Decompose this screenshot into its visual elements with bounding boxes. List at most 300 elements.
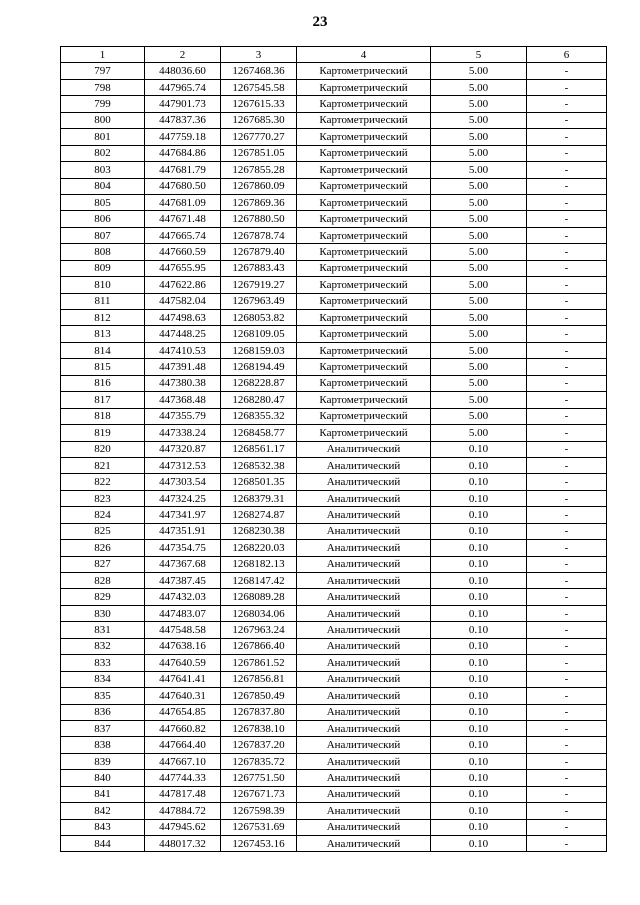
y-coordinate-cell: 1268532.38 — [221, 457, 297, 473]
note-cell: - — [527, 589, 607, 605]
note-cell: - — [527, 803, 607, 819]
accuracy-cell: 0.10 — [431, 638, 527, 654]
table-row — [61, 129, 607, 145]
accuracy-cell: 5.00 — [431, 244, 527, 260]
note-cell: - — [527, 490, 607, 506]
x-coordinate-cell: 447355.79 — [145, 408, 221, 424]
method-cell: Аналитический — [297, 737, 431, 753]
method-cell: Картометрический — [297, 277, 431, 293]
point-number-cell: 837 — [61, 720, 145, 736]
x-coordinate-cell: 447744.33 — [145, 770, 221, 786]
note-cell: - — [527, 425, 607, 441]
note-cell: - — [527, 819, 607, 835]
table-row — [61, 638, 607, 654]
x-coordinate-cell: 447354.75 — [145, 540, 221, 556]
header-cell: 4 — [297, 47, 431, 63]
x-coordinate-cell: 447341.97 — [145, 507, 221, 523]
note-cell: - — [527, 342, 607, 358]
table-row — [61, 457, 607, 473]
accuracy-cell: 0.10 — [431, 457, 527, 473]
method-cell: Картометрический — [297, 342, 431, 358]
note-cell: - — [527, 753, 607, 769]
x-coordinate-cell: 447638.16 — [145, 638, 221, 654]
point-number-cell: 828 — [61, 573, 145, 589]
method-cell: Картометрический — [297, 408, 431, 424]
x-coordinate-cell: 447303.54 — [145, 474, 221, 490]
y-coordinate-cell: 1268228.87 — [221, 375, 297, 391]
x-coordinate-cell: 447432.03 — [145, 589, 221, 605]
note-cell: - — [527, 523, 607, 539]
point-number-cell: 805 — [61, 194, 145, 210]
point-number-cell: 838 — [61, 737, 145, 753]
accuracy-cell: 5.00 — [431, 162, 527, 178]
note-cell: - — [527, 786, 607, 802]
note-cell: - — [527, 359, 607, 375]
x-coordinate-cell: 447391.48 — [145, 359, 221, 375]
accuracy-cell: 5.00 — [431, 392, 527, 408]
method-cell: Картометрический — [297, 194, 431, 210]
note-cell: - — [527, 162, 607, 178]
table-row — [61, 244, 607, 260]
accuracy-cell: 5.00 — [431, 310, 527, 326]
accuracy-cell: 5.00 — [431, 425, 527, 441]
accuracy-cell: 0.10 — [431, 523, 527, 539]
x-coordinate-cell: 447622.86 — [145, 277, 221, 293]
note-cell: - — [527, 244, 607, 260]
method-cell: Аналитический — [297, 720, 431, 736]
y-coordinate-cell: 1267453.16 — [221, 836, 297, 852]
y-coordinate-cell: 1267838.10 — [221, 720, 297, 736]
x-coordinate-cell: 447368.48 — [145, 392, 221, 408]
x-coordinate-cell: 447884.72 — [145, 803, 221, 819]
method-cell: Картометрический — [297, 129, 431, 145]
y-coordinate-cell: 1267861.52 — [221, 655, 297, 671]
point-number-cell: 797 — [61, 63, 145, 79]
accuracy-cell: 5.00 — [431, 260, 527, 276]
y-coordinate-cell: 1268147.42 — [221, 573, 297, 589]
y-coordinate-cell: 1267856.81 — [221, 671, 297, 687]
method-cell: Картометрический — [297, 375, 431, 391]
table-row — [61, 392, 607, 408]
y-coordinate-cell: 1267850.49 — [221, 688, 297, 704]
x-coordinate-cell: 447367.68 — [145, 556, 221, 572]
note-cell: - — [527, 622, 607, 638]
point-number-cell: 824 — [61, 507, 145, 523]
note-cell: - — [527, 194, 607, 210]
accuracy-cell: 5.00 — [431, 194, 527, 210]
y-coordinate-cell: 1268274.87 — [221, 507, 297, 523]
point-number-cell: 807 — [61, 227, 145, 243]
x-coordinate-cell: 447312.53 — [145, 457, 221, 473]
point-number-cell: 836 — [61, 704, 145, 720]
point-number-cell: 801 — [61, 129, 145, 145]
point-number-cell: 808 — [61, 244, 145, 260]
y-coordinate-cell: 1267855.28 — [221, 162, 297, 178]
accuracy-cell: 0.10 — [431, 622, 527, 638]
point-number-cell: 821 — [61, 457, 145, 473]
point-number-cell: 820 — [61, 441, 145, 457]
note-cell: - — [527, 671, 607, 687]
x-coordinate-cell: 447338.24 — [145, 425, 221, 441]
x-coordinate-cell: 447640.59 — [145, 655, 221, 671]
accuracy-cell: 5.00 — [431, 145, 527, 161]
y-coordinate-cell: 1267919.27 — [221, 277, 297, 293]
point-number-cell: 806 — [61, 211, 145, 227]
table-row — [61, 573, 607, 589]
note-cell: - — [527, 326, 607, 342]
method-cell: Аналитический — [297, 671, 431, 687]
x-coordinate-cell: 447681.09 — [145, 194, 221, 210]
x-coordinate-cell: 447660.59 — [145, 244, 221, 260]
x-coordinate-cell: 447901.73 — [145, 96, 221, 112]
point-number-cell: 810 — [61, 277, 145, 293]
accuracy-cell: 5.00 — [431, 129, 527, 145]
y-coordinate-cell: 1268458.77 — [221, 425, 297, 441]
point-number-cell: 827 — [61, 556, 145, 572]
x-coordinate-cell: 448017.32 — [145, 836, 221, 852]
point-number-cell: 814 — [61, 342, 145, 358]
point-number-cell: 825 — [61, 523, 145, 539]
table-row — [61, 310, 607, 326]
accuracy-cell: 5.00 — [431, 178, 527, 194]
y-coordinate-cell: 1267837.80 — [221, 704, 297, 720]
accuracy-cell: 0.10 — [431, 753, 527, 769]
note-cell: - — [527, 112, 607, 128]
header-cell: 3 — [221, 47, 297, 63]
method-cell: Аналитический — [297, 638, 431, 654]
note-cell: - — [527, 392, 607, 408]
x-coordinate-cell: 447448.25 — [145, 326, 221, 342]
table-row — [61, 408, 607, 424]
note-cell: - — [527, 227, 607, 243]
note-cell: - — [527, 441, 607, 457]
method-cell: Аналитический — [297, 523, 431, 539]
table-row — [61, 342, 607, 358]
method-cell: Картометрический — [297, 425, 431, 441]
method-cell: Картометрический — [297, 260, 431, 276]
note-cell: - — [527, 260, 607, 276]
method-cell: Аналитический — [297, 490, 431, 506]
table-row — [61, 507, 607, 523]
point-number-cell: 809 — [61, 260, 145, 276]
y-coordinate-cell: 1267770.27 — [221, 129, 297, 145]
note-cell: - — [527, 145, 607, 161]
x-coordinate-cell: 447582.04 — [145, 293, 221, 309]
table-row — [61, 277, 607, 293]
table-row — [61, 260, 607, 276]
accuracy-cell: 0.10 — [431, 671, 527, 687]
note-cell: - — [527, 737, 607, 753]
y-coordinate-cell: 1267879.40 — [221, 244, 297, 260]
method-cell: Картометрический — [297, 244, 431, 260]
note-cell: - — [527, 704, 607, 720]
point-number-cell: 818 — [61, 408, 145, 424]
note-cell: - — [527, 375, 607, 391]
table-row — [61, 556, 607, 572]
x-coordinate-cell: 447483.07 — [145, 605, 221, 621]
method-cell: Аналитический — [297, 704, 431, 720]
y-coordinate-cell: 1268159.03 — [221, 342, 297, 358]
method-cell: Картометрический — [297, 162, 431, 178]
x-coordinate-cell: 447759.18 — [145, 129, 221, 145]
table-row — [61, 622, 607, 638]
y-coordinate-cell: 1268280.47 — [221, 392, 297, 408]
point-number-cell: 839 — [61, 753, 145, 769]
note-cell: - — [527, 63, 607, 79]
y-coordinate-cell: 1267883.43 — [221, 260, 297, 276]
y-coordinate-cell: 1267866.40 — [221, 638, 297, 654]
table-row — [61, 293, 607, 309]
point-number-cell: 798 — [61, 79, 145, 95]
accuracy-cell: 5.00 — [431, 375, 527, 391]
note-cell: - — [527, 310, 607, 326]
table-row — [61, 96, 607, 112]
method-cell: Картометрический — [297, 112, 431, 128]
note-cell: - — [527, 573, 607, 589]
point-number-cell: 829 — [61, 589, 145, 605]
point-number-cell: 813 — [61, 326, 145, 342]
note-cell: - — [527, 408, 607, 424]
header-cell: 5 — [431, 47, 527, 63]
y-coordinate-cell: 1267963.49 — [221, 293, 297, 309]
table-row — [61, 162, 607, 178]
y-coordinate-cell: 1268220.03 — [221, 540, 297, 556]
method-cell: Аналитический — [297, 753, 431, 769]
point-number-cell: 811 — [61, 293, 145, 309]
accuracy-cell: 0.10 — [431, 507, 527, 523]
page-number: 23 — [312, 14, 328, 30]
accuracy-cell: 0.10 — [431, 490, 527, 506]
method-cell: Аналитический — [297, 688, 431, 704]
x-coordinate-cell: 447320.87 — [145, 441, 221, 457]
method-cell: Аналитический — [297, 540, 431, 556]
method-cell: Аналитический — [297, 622, 431, 638]
y-coordinate-cell: 1268194.49 — [221, 359, 297, 375]
point-number-cell: 831 — [61, 622, 145, 638]
method-cell: Аналитический — [297, 573, 431, 589]
table-row — [61, 63, 607, 79]
y-coordinate-cell: 1267468.36 — [221, 63, 297, 79]
y-coordinate-cell: 1268109.05 — [221, 326, 297, 342]
accuracy-cell: 0.10 — [431, 474, 527, 490]
x-coordinate-cell: 447665.74 — [145, 227, 221, 243]
table-row — [61, 178, 607, 194]
accuracy-cell: 0.10 — [431, 540, 527, 556]
point-number-cell: 832 — [61, 638, 145, 654]
point-number-cell: 812 — [61, 310, 145, 326]
table-row — [61, 753, 607, 769]
x-coordinate-cell: 447641.41 — [145, 671, 221, 687]
method-cell: Картометрический — [297, 392, 431, 408]
accuracy-cell: 5.00 — [431, 359, 527, 375]
table-row — [61, 605, 607, 621]
table-row — [61, 540, 607, 556]
accuracy-cell: 5.00 — [431, 96, 527, 112]
table-row — [61, 425, 607, 441]
method-cell: Аналитический — [297, 589, 431, 605]
header-cell: 1 — [61, 47, 145, 63]
table-row — [61, 737, 607, 753]
note-cell: - — [527, 129, 607, 145]
accuracy-cell: 5.00 — [431, 293, 527, 309]
table-row — [61, 490, 607, 506]
accuracy-cell: 5.00 — [431, 112, 527, 128]
accuracy-cell: 0.10 — [431, 605, 527, 621]
method-cell: Аналитический — [297, 556, 431, 572]
accuracy-cell: 5.00 — [431, 342, 527, 358]
method-cell: Аналитический — [297, 819, 431, 835]
table-row — [61, 671, 607, 687]
point-number-cell: 826 — [61, 540, 145, 556]
accuracy-cell: 0.10 — [431, 786, 527, 802]
note-cell: - — [527, 556, 607, 572]
y-coordinate-cell: 1267837.20 — [221, 737, 297, 753]
x-coordinate-cell: 447380.38 — [145, 375, 221, 391]
y-coordinate-cell: 1268561.17 — [221, 441, 297, 457]
header-cell: 2 — [145, 47, 221, 63]
x-coordinate-cell: 447640.31 — [145, 688, 221, 704]
coordinates-table — [60, 46, 607, 852]
point-number-cell: 815 — [61, 359, 145, 375]
note-cell: - — [527, 605, 607, 621]
accuracy-cell: 5.00 — [431, 227, 527, 243]
y-coordinate-cell: 1268379.31 — [221, 490, 297, 506]
x-coordinate-cell: 447654.85 — [145, 704, 221, 720]
y-coordinate-cell: 1267545.58 — [221, 79, 297, 95]
table-row — [61, 211, 607, 227]
point-number-cell: 804 — [61, 178, 145, 194]
point-number-cell: 833 — [61, 655, 145, 671]
y-coordinate-cell: 1267531.69 — [221, 819, 297, 835]
y-coordinate-cell: 1267860.09 — [221, 178, 297, 194]
point-number-cell: 816 — [61, 375, 145, 391]
method-cell: Аналитический — [297, 605, 431, 621]
x-coordinate-cell: 447351.91 — [145, 523, 221, 539]
table-row — [61, 326, 607, 342]
y-coordinate-cell: 1267878.74 — [221, 227, 297, 243]
point-number-cell: 844 — [61, 836, 145, 852]
method-cell: Аналитический — [297, 507, 431, 523]
x-coordinate-cell: 447837.36 — [145, 112, 221, 128]
method-cell: Аналитический — [297, 786, 431, 802]
point-number-cell: 802 — [61, 145, 145, 161]
accuracy-cell: 0.10 — [431, 589, 527, 605]
note-cell: - — [527, 178, 607, 194]
accuracy-cell: 5.00 — [431, 211, 527, 227]
table-body — [61, 63, 607, 852]
x-coordinate-cell: 447410.53 — [145, 342, 221, 358]
table-row — [61, 227, 607, 243]
method-cell: Картометрический — [297, 326, 431, 342]
table-row — [61, 375, 607, 391]
note-cell: - — [527, 688, 607, 704]
table-row — [61, 523, 607, 539]
table-row — [61, 441, 607, 457]
table-row — [61, 474, 607, 490]
table-row — [61, 803, 607, 819]
x-coordinate-cell: 447548.58 — [145, 622, 221, 638]
point-number-cell: 830 — [61, 605, 145, 621]
method-cell: Аналитический — [297, 803, 431, 819]
y-coordinate-cell: 1267685.30 — [221, 112, 297, 128]
point-number-cell: 841 — [61, 786, 145, 802]
x-coordinate-cell: 447667.10 — [145, 753, 221, 769]
method-cell: Аналитический — [297, 441, 431, 457]
y-coordinate-cell: 1267671.73 — [221, 786, 297, 802]
x-coordinate-cell: 447684.86 — [145, 145, 221, 161]
accuracy-cell: 0.10 — [431, 655, 527, 671]
x-coordinate-cell: 447498.63 — [145, 310, 221, 326]
x-coordinate-cell: 447671.48 — [145, 211, 221, 227]
point-number-cell: 840 — [61, 770, 145, 786]
note-cell: - — [527, 655, 607, 671]
point-number-cell: 817 — [61, 392, 145, 408]
point-number-cell: 822 — [61, 474, 145, 490]
accuracy-cell: 5.00 — [431, 277, 527, 293]
y-coordinate-cell: 1268053.82 — [221, 310, 297, 326]
method-cell: Картометрический — [297, 310, 431, 326]
x-coordinate-cell: 447681.79 — [145, 162, 221, 178]
method-cell: Картометрический — [297, 96, 431, 112]
table-header — [61, 47, 607, 63]
accuracy-cell: 5.00 — [431, 79, 527, 95]
y-coordinate-cell: 1268355.32 — [221, 408, 297, 424]
y-coordinate-cell: 1267963.24 — [221, 622, 297, 638]
table-row — [61, 688, 607, 704]
note-cell: - — [527, 720, 607, 736]
table-row — [61, 704, 607, 720]
y-coordinate-cell: 1267851.05 — [221, 145, 297, 161]
point-number-cell: 800 — [61, 112, 145, 128]
note-cell: - — [527, 540, 607, 556]
method-cell: Картометрический — [297, 145, 431, 161]
header-row — [61, 47, 607, 63]
x-coordinate-cell: 447945.62 — [145, 819, 221, 835]
y-coordinate-cell: 1268230.38 — [221, 523, 297, 539]
point-number-cell: 803 — [61, 162, 145, 178]
y-coordinate-cell: 1267835.72 — [221, 753, 297, 769]
header-cell: 6 — [527, 47, 607, 63]
table-row — [61, 359, 607, 375]
point-number-cell: 819 — [61, 425, 145, 441]
point-number-cell: 823 — [61, 490, 145, 506]
note-cell: - — [527, 211, 607, 227]
note-cell: - — [527, 638, 607, 654]
x-coordinate-cell: 447387.45 — [145, 573, 221, 589]
method-cell: Аналитический — [297, 770, 431, 786]
table-row — [61, 145, 607, 161]
table-row — [61, 720, 607, 736]
method-cell: Аналитический — [297, 457, 431, 473]
accuracy-cell: 0.10 — [431, 836, 527, 852]
table-row — [61, 112, 607, 128]
x-coordinate-cell: 448036.60 — [145, 63, 221, 79]
accuracy-cell: 5.00 — [431, 408, 527, 424]
x-coordinate-cell: 447817.48 — [145, 786, 221, 802]
y-coordinate-cell: 1267751.50 — [221, 770, 297, 786]
method-cell: Картометрический — [297, 227, 431, 243]
point-number-cell: 835 — [61, 688, 145, 704]
accuracy-cell: 0.10 — [431, 573, 527, 589]
accuracy-cell: 0.10 — [431, 770, 527, 786]
accuracy-cell: 0.10 — [431, 556, 527, 572]
y-coordinate-cell: 1267880.50 — [221, 211, 297, 227]
table-row — [61, 655, 607, 671]
y-coordinate-cell: 1268501.35 — [221, 474, 297, 490]
note-cell: - — [527, 507, 607, 523]
method-cell: Картометрический — [297, 359, 431, 375]
accuracy-cell: 0.10 — [431, 803, 527, 819]
